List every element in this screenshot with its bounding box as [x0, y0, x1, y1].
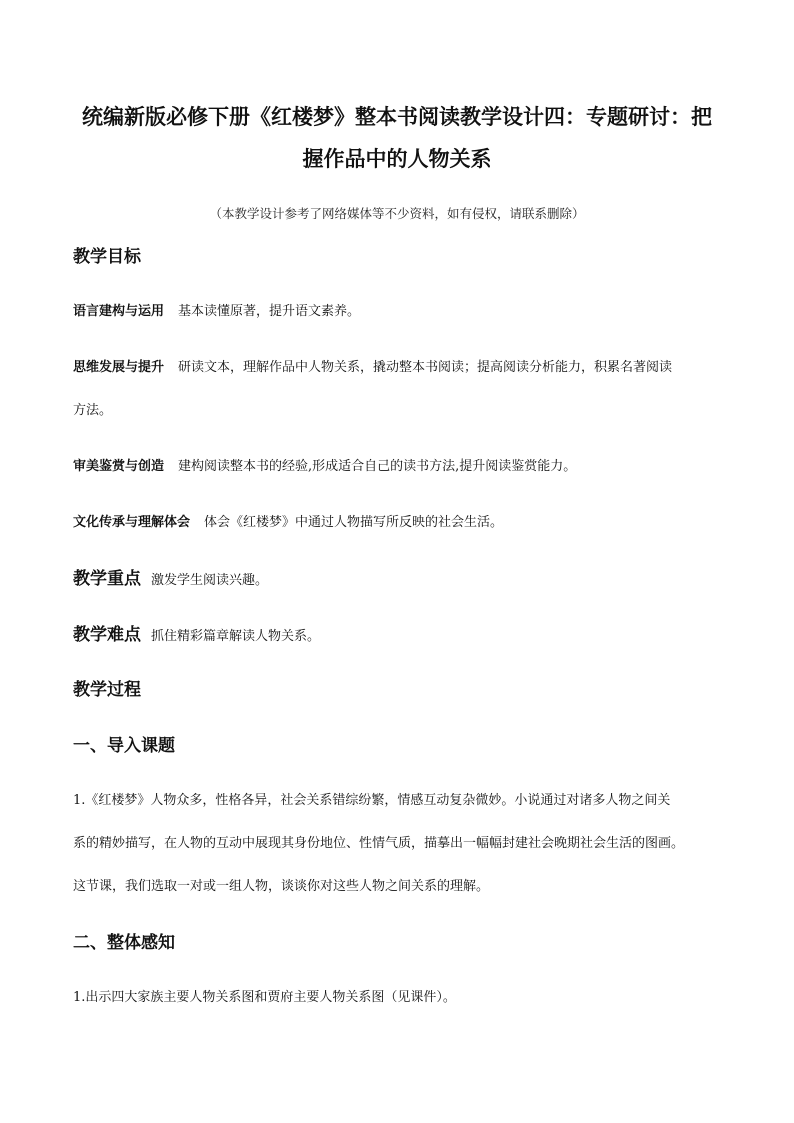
objective-label: 文化传承与理解体会: [73, 515, 191, 530]
section-1-heading: 一、导入课题: [73, 736, 175, 756]
objective-text: 体会《红楼梦》中通过人物描写所反映的社会生活。: [204, 515, 504, 530]
difficulty-row: [73, 624, 320, 648]
objective-item: [73, 514, 503, 532]
doc-title-line-1: 统编新版必修下册《红楼梦》整本书阅读教学设计四：专题研讨：把: [82, 104, 712, 129]
section-2-line: 1.出示四大家族主要人物关系图和贾府主要人物关系图（见课件）。: [73, 990, 456, 1005]
section-1-line: 这节课，我们选取一对或一组人物，谈谈你对这些人物之间关系的理解。: [73, 879, 490, 894]
key-point-row: [73, 568, 268, 592]
objective-text: 建构阅读整本书的经验,形成适合自己的读书方法,提升阅读鉴赏能力。: [178, 459, 577, 474]
key-point-heading: 教学重点: [73, 569, 141, 589]
difficulty-text: 抓住精彩篇章解读人物关系。: [151, 629, 321, 644]
objective-item: [73, 359, 672, 377]
objective-text-continued: 方法。: [73, 403, 113, 418]
section-1-line: 1.《红楼梦》人物众多，性格各异，社会关系错综纷繁，情感互动复杂微妙。小说通过对诸多人物之间关: [73, 793, 671, 808]
process-heading: 教学过程: [73, 680, 141, 700]
section-2-heading: 二、整体感知: [73, 933, 175, 953]
key-point-text: 激发学生阅读兴趣。: [151, 573, 269, 588]
objective-label: 思维发展与提升: [73, 360, 165, 375]
copyright-note: （本教学设计参考了网络媒体等不少资料，如有侵权，请联系删除）: [209, 206, 585, 221]
objective-label: 语言建构与运用: [73, 304, 165, 319]
difficulty-heading: 教学难点: [73, 625, 141, 645]
objective-text: 基本读懂原著，提升语文素养。: [178, 304, 361, 319]
objective-label: 审美鉴赏与创造: [73, 459, 165, 474]
objective-item: [73, 458, 576, 476]
section-1-line: 系的精妙描写，在人物的互动中展现其身份地位、性情气质，描摹出一幅幅封建社会晚期社会生活的图画。: [73, 836, 685, 851]
doc-title-line-2: 握作品中的人物关系: [302, 146, 492, 171]
objective-text: 研读文本，理解作品中人物关系，撬动整本书阅读；提高阅读分析能力，积累名著阅读: [178, 360, 673, 375]
objectives-heading: 教学目标: [73, 247, 141, 267]
objective-item: [73, 303, 360, 321]
